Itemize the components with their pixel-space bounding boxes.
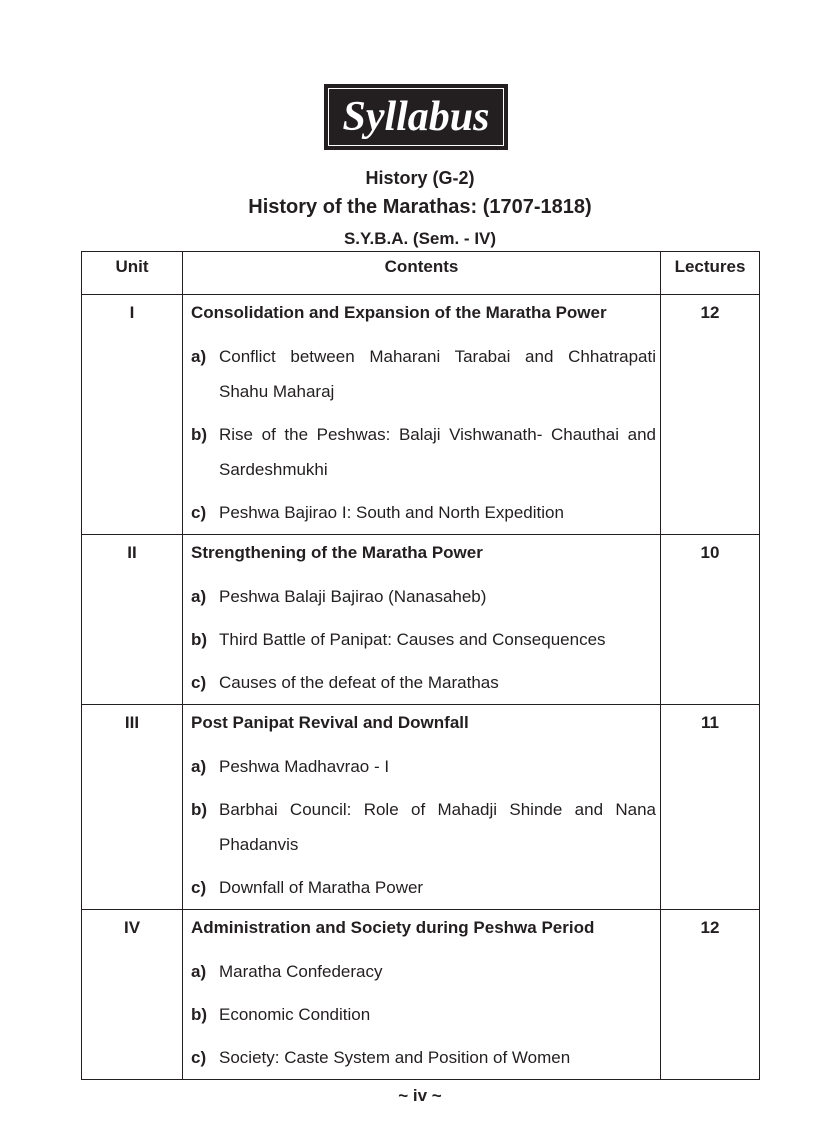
syllabus-banner (324, 84, 508, 150)
list-item (191, 665, 656, 700)
lecture-count: 11 (661, 705, 760, 910)
list-item (191, 622, 656, 657)
table-header-row (82, 252, 760, 295)
item-label: c) (191, 1048, 207, 1067)
header-lectures: Lectures (661, 252, 760, 295)
page-number: ~ iv ~ (398, 1086, 442, 1105)
item-label: a) (191, 962, 207, 981)
unit-contents (183, 535, 661, 705)
item-label: a) (191, 347, 207, 366)
item-label: c) (191, 878, 207, 897)
table-row (82, 295, 760, 535)
list-item (191, 579, 656, 614)
unit-title: Consolidation and Expansion of the Maratha Power (191, 303, 607, 322)
item-label: c) (191, 503, 207, 522)
item-text: Causes of the defeat of the Marathas (219, 673, 499, 692)
item-text: Third Battle of Panipat: Causes and Consequences (219, 630, 606, 649)
unit-number: IV (82, 910, 183, 1080)
unit-contents (183, 705, 661, 910)
item-text: Conflict between Maharani Tarabai and Chhatrapati Shahu Maharaj (219, 347, 656, 401)
item-label: b) (191, 425, 208, 444)
list-item (191, 417, 656, 487)
item-label: c) (191, 673, 207, 692)
item-label: b) (191, 1005, 208, 1024)
table-row (82, 705, 760, 910)
unit-number: I (82, 295, 183, 535)
unit-number: III (82, 705, 183, 910)
banner-title: Syllabus (342, 94, 490, 140)
lecture-count: 12 (661, 295, 760, 535)
item-label: b) (191, 630, 208, 649)
item-text: Peshwa Madhavrao - I (219, 757, 390, 776)
item-text: Rise of the Peshwas: Balaji Vishwanath- Chauthai and Sardeshmukhi (219, 425, 656, 479)
class-semester: S.Y.B.A. (Sem. - IV) (343, 229, 497, 248)
syllabus-table (81, 251, 760, 1080)
lecture-count: 12 (661, 910, 760, 1080)
unit-title: Post Panipat Revival and Downfall (191, 713, 469, 732)
unit-title: Administration and Society during Peshwa Period (191, 918, 595, 937)
item-text: Maratha Confederacy (219, 962, 383, 981)
table-row (82, 535, 760, 705)
item-text: Peshwa Balaji Bajirao (Nanasaheb) (219, 587, 487, 606)
list-item (191, 1040, 656, 1075)
list-item (191, 792, 656, 862)
item-label: b) (191, 800, 208, 819)
list-item (191, 339, 656, 409)
lecture-count: 10 (661, 535, 760, 705)
header-contents: Contents (183, 252, 661, 295)
table-row (82, 910, 760, 1080)
unit-title: Strengthening of the Maratha Power (191, 543, 483, 562)
header-unit: Unit (82, 252, 183, 295)
item-text: Downfall of Maratha Power (219, 878, 424, 897)
unit-number: II (82, 535, 183, 705)
item-text: Peshwa Bajirao I: South and North Expedition (219, 503, 564, 522)
item-text: Economic Condition (219, 1005, 371, 1024)
unit-contents (183, 295, 661, 535)
list-item (191, 870, 656, 905)
course-code: History (G-2) (365, 168, 475, 188)
course-title: History of the Marathas: (1707-1818) (248, 196, 592, 218)
list-item (191, 749, 656, 784)
item-label: a) (191, 757, 207, 776)
item-text: Society: Caste System and Position of Women (219, 1048, 571, 1067)
list-item (191, 954, 656, 989)
item-text: Barbhai Council: Role of Mahadji Shinde and Nana Phadanvis (219, 800, 656, 854)
list-item (191, 997, 656, 1032)
item-label: a) (191, 587, 207, 606)
list-item (191, 495, 656, 530)
unit-contents (183, 910, 661, 1080)
